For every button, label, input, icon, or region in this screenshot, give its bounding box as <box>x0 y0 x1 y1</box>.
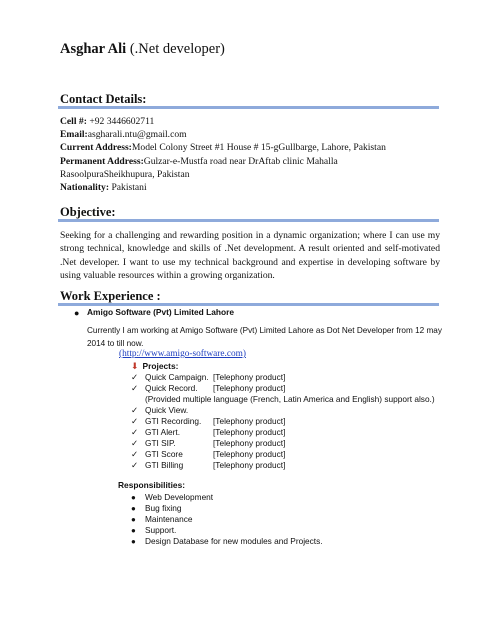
permanent-address-row <box>60 155 450 168</box>
responsibility-text: Maintenance <box>145 514 193 524</box>
project-name: Quick Campaign. <box>145 372 209 382</box>
responsibility-item <box>131 525 176 535</box>
objective-heading: Objective: <box>60 205 116 219</box>
project-name: GTI SIP. <box>145 438 176 448</box>
project-name: GTI Recording. <box>145 416 202 426</box>
project-type: [Telephony product] <box>213 427 286 437</box>
responsibility-text: Web Development <box>145 492 214 502</box>
projects-heading: Projects: <box>142 361 179 371</box>
job-bullet-icon: ● <box>74 308 80 318</box>
project-item <box>131 383 286 393</box>
permanent-address-row-2 <box>60 168 450 181</box>
contact-divider <box>58 106 439 109</box>
current-address-label: Current Address: <box>60 142 132 154</box>
project-item <box>131 427 286 437</box>
email-value: asgharali.ntu@gmail.com <box>87 129 187 141</box>
current-address-row <box>60 141 450 154</box>
bullet-icon: ● <box>131 504 136 513</box>
responsibility-text: Design Database for new modules and Projects. <box>145 536 323 546</box>
current-address-value: Model Colony Street #1 House # 15-gGullbarge, Lahore, Pakistan <box>131 142 386 154</box>
job-description: Currently I am working at Amigo Software (Pvt) Limited Lahore as Dot Net Developer from 12 may 2014 to till now. <box>87 326 442 348</box>
project-type: [Telephony product] <box>213 438 286 448</box>
responsibility-item <box>131 503 181 513</box>
project-type: [Telephony product] <box>213 383 286 393</box>
nationality-row <box>60 181 450 194</box>
project-name: Quick View. <box>145 405 189 415</box>
cell-label: Cell #: <box>60 116 87 127</box>
project-item <box>131 405 188 415</box>
project-note: (Provided multiple language (French, Latin America and English) support also.) <box>145 394 435 404</box>
bullet-icon: ● <box>131 515 136 524</box>
experience-heading: Work Experience : <box>60 289 161 303</box>
bullet-icon: ● <box>131 526 136 535</box>
permanent-address-value-line2: RasoolpuraSheikhupura, Pakistan <box>60 168 190 180</box>
checkmark-icon: ✓ <box>131 427 138 437</box>
cell-value: +92 3446602711 <box>86 116 155 127</box>
nationality-label: Nationality: <box>60 182 110 194</box>
contact-heading: Contact Details: <box>60 92 147 106</box>
project-type: [Telephony product] <box>213 449 286 459</box>
project-type: [Telephony product] <box>213 372 286 382</box>
permanent-address-label: Permanent Address: <box>60 155 144 167</box>
email-label: Email: <box>60 129 88 141</box>
responsibility-item <box>131 492 213 502</box>
bullet-icon: ● <box>131 537 136 546</box>
contact-block <box>60 115 450 194</box>
permanent-address-value-line1: Gulzar-e-Mustfa road near DrAftab clinic Mahalla <box>143 155 338 167</box>
project-item <box>131 416 286 426</box>
checkmark-icon: ✓ <box>131 460 138 470</box>
experience-divider <box>58 303 439 306</box>
nationality-value: Pakistani <box>109 182 147 194</box>
person-role: (.Net developer) <box>129 41 225 57</box>
responsibility-item <box>131 536 323 546</box>
checkmark-icon: ✓ <box>131 372 138 382</box>
project-name: GTI Alert. <box>145 427 181 437</box>
checkmark-icon: ✓ <box>131 438 138 448</box>
project-name: GTI Billing <box>145 460 184 470</box>
project-item <box>131 460 286 470</box>
person-name: Asghar Ali <box>60 41 127 57</box>
responsibility-text: Support. <box>145 525 177 535</box>
bullet-icon: ● <box>131 493 136 502</box>
project-item <box>131 438 286 448</box>
resume-name <box>60 41 225 58</box>
checkmark-icon: ✓ <box>131 383 138 393</box>
arrow-down-icon: ⬇ <box>131 361 139 371</box>
objective-divider <box>58 219 439 222</box>
company-name: Amigo Software (Pvt) Limited Lahore <box>87 307 235 317</box>
email-row <box>60 128 450 141</box>
project-type: [Telephony product] <box>213 416 286 426</box>
company-link[interactable] <box>119 349 246 359</box>
project-name: Quick Record. <box>145 383 198 393</box>
responsibilities-heading: Responsibilities: <box>118 480 186 490</box>
responsibility-text: Bug fixing <box>145 503 182 513</box>
checkmark-icon: ✓ <box>131 449 138 459</box>
projects-heading-row <box>131 361 178 372</box>
project-item <box>131 372 286 382</box>
project-type: [Telephony product] <box>213 460 286 470</box>
responsibility-item <box>131 514 193 524</box>
checkmark-icon: ✓ <box>131 405 138 415</box>
project-name: GTI Score <box>145 449 183 459</box>
objective-text: Seeking for a challenging and rewarding position in a dynamic organization; where I can use my strong technical, knowledge and skills of .Net development. A result oriented and self-motivated .Net developer. I want to use my technical background and expertise in developing software by using valuable resources within a growing organization. <box>60 230 440 281</box>
cell-row <box>60 115 450 128</box>
project-item <box>131 449 286 459</box>
company-url[interactable]: (http://www.amigo-software.com) <box>119 349 246 359</box>
checkmark-icon: ✓ <box>131 416 138 426</box>
